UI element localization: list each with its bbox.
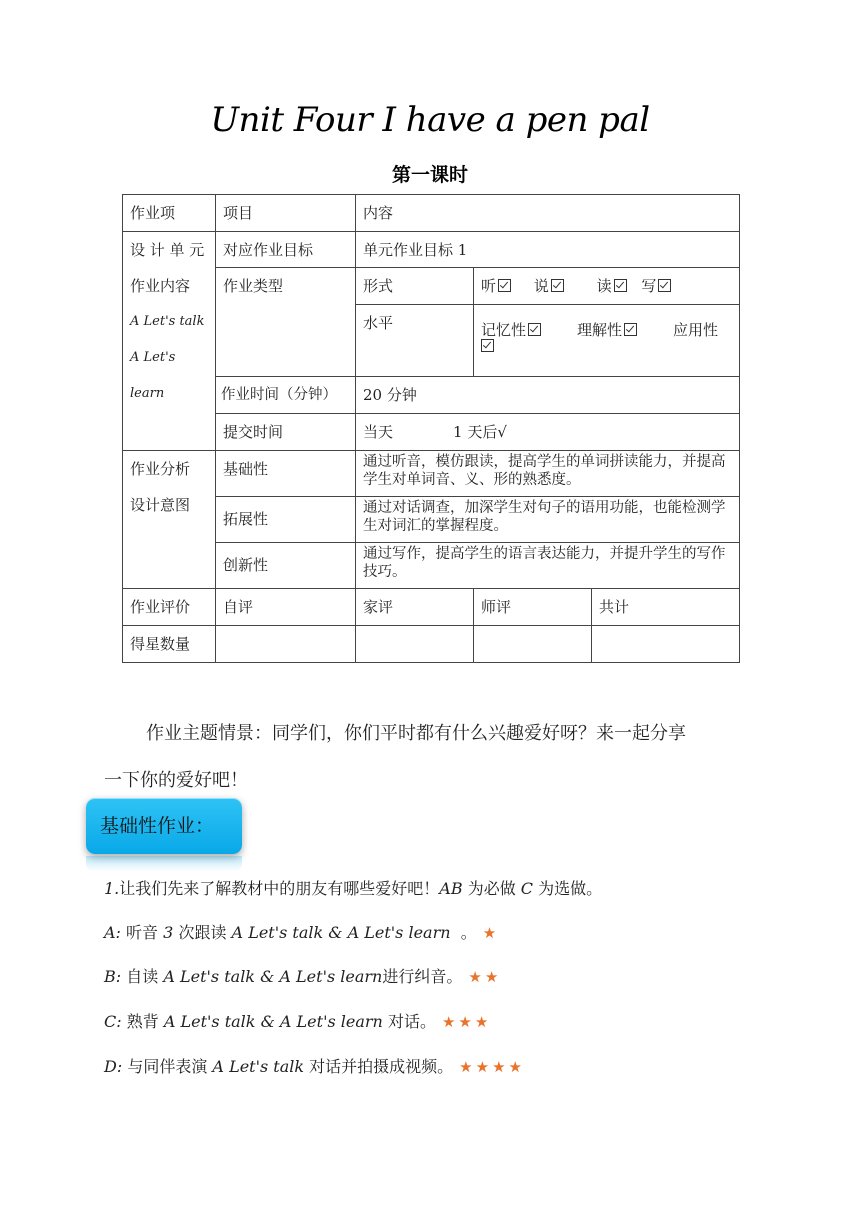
checkbox-icon (624, 323, 637, 336)
basic-homework-badge: 基础性作业： (86, 798, 242, 854)
level-opt-understand: 理解性 (577, 321, 623, 339)
analysis-line-1: 作业分析 (130, 460, 191, 478)
form-opt-read: 读 (596, 277, 612, 295)
checkbox-icon (481, 339, 494, 352)
innov-label: 创新性 (216, 543, 356, 589)
form-opt-listen: 听 (481, 277, 497, 295)
header-project: 项目 (216, 195, 356, 232)
stars-home-cell (356, 626, 474, 663)
eval-label: 作业评价 (123, 589, 216, 626)
basic-text: 通过听音，模仿跟读，提高学生的单词拼读能力，并提高学生对单词音、义、形的熟悉度。 (356, 451, 740, 497)
task-item-a: A: 听音 3 次跟读 A Let's talk & A Let's learn 。 ★ (104, 923, 500, 942)
homework-table (122, 194, 740, 663)
checkbox-icon (658, 279, 671, 292)
page-title: Unit Four I have a pen pal (210, 100, 650, 140)
design-cell (123, 232, 216, 451)
form-opt-speak: 说 (533, 277, 549, 295)
task-item-b: B: 自读 A Let's talk & A Let's learn进行纠音。 ★★ (104, 967, 502, 986)
badge-reflection (86, 856, 242, 872)
basic-label: 基础性 (216, 451, 356, 497)
time-value: 20 分钟 (356, 377, 740, 414)
submit-value (356, 414, 740, 451)
form-options (474, 268, 740, 305)
form-opt-write: 写 (641, 277, 657, 295)
submit-today: 当天 (363, 423, 394, 441)
header-item: 作业项 (123, 195, 216, 232)
design-line-1: 设 计 单 元 (130, 241, 205, 259)
time-label: 作业时间（分钟） (216, 377, 356, 414)
analysis-line-2: 设计意图 (130, 496, 191, 514)
eval-self: 自评 (216, 589, 356, 626)
checkbox-icon (528, 323, 541, 336)
submit-label: 提交时间 (216, 414, 356, 451)
checkbox-icon (551, 279, 564, 292)
analysis-cell (123, 451, 216, 589)
star-icons: ★★★★ (459, 1058, 525, 1076)
level-opt-apply: 应用性 (673, 321, 719, 339)
submit-later: 1 天后√ (453, 423, 507, 441)
goal-value: 单元作业目标 1 (356, 232, 740, 268)
lesson-subtitle: 第一课时 (391, 164, 468, 186)
level-opt-memory: 记忆性 (481, 321, 527, 339)
task-item-d: D: 与同伴表演 A Let's talk 对话并拍摄成视频。 ★★★★ (104, 1057, 525, 1076)
task-question: 1.让我们先来了解教材中的朋友有哪些爱好吧！AB 为必做 C 为选做。 (104, 879, 603, 898)
star-icons: ★★★ (441, 1013, 492, 1031)
star-icons: ★★ (468, 968, 502, 986)
task-item-c: C: 熟背 A Let's talk & A Let's learn 对话。 ★★★ (104, 1012, 492, 1031)
design-line-4: A Let's learn (130, 350, 176, 401)
eval-total: 共计 (592, 589, 740, 626)
goal-label: 对应作业目标 (216, 232, 356, 268)
extend-text: 通过对话调查，加深学生对句子的语用功能，也能检测学生对词汇的掌握程度。 (356, 497, 740, 543)
star-icons: ★ (482, 924, 500, 942)
stars-teacher-cell (474, 626, 592, 663)
checkbox-icon (498, 279, 511, 292)
intro-line-1: 作业主题情景：同学们，你们平时都有什么兴趣爱好呀？来一起分享 (146, 723, 686, 744)
stars-total-cell (592, 626, 740, 663)
design-line-2: 作业内容 (130, 277, 191, 295)
stars-label: 得星数量 (123, 626, 216, 663)
form-label: 形式 (356, 268, 474, 305)
eval-home: 家评 (356, 589, 474, 626)
level-options (474, 305, 740, 377)
checkbox-icon (614, 279, 627, 292)
extend-label: 拓展性 (216, 497, 356, 543)
intro-line-2: 一下你的爱好吧！ (104, 770, 248, 791)
eval-teacher: 师评 (474, 589, 592, 626)
header-content: 内容 (356, 195, 740, 232)
innov-text: 通过写作，提高学生的语言表达能力，并提升学生的写作技巧。 (356, 543, 740, 589)
design-line-3: A Let's talk (130, 314, 205, 329)
stars-self-cell (216, 626, 356, 663)
type-label: 作业类型 (216, 268, 356, 377)
level-label: 水平 (356, 305, 474, 377)
